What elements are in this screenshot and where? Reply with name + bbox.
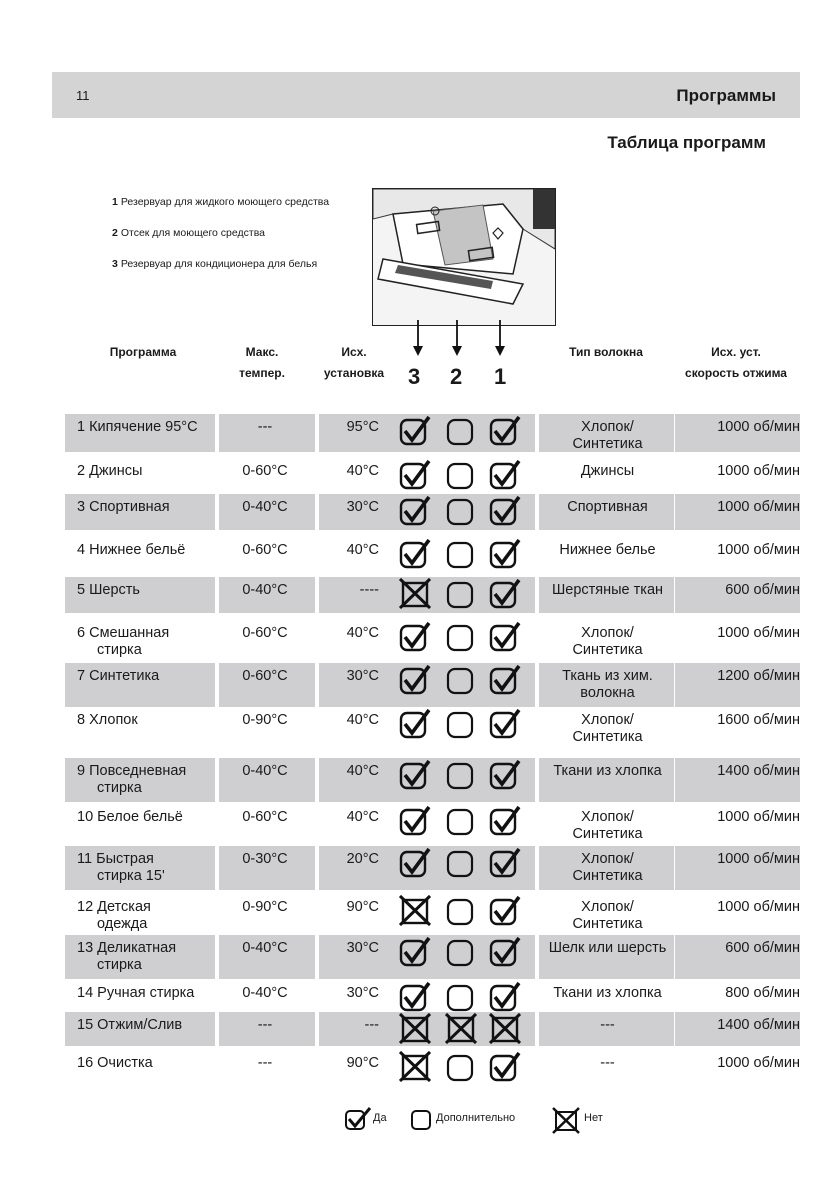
check-icon xyxy=(344,1106,374,1132)
program-name: 10 Белое бельё xyxy=(77,809,183,825)
fiber-type: Шелк или шерсть xyxy=(548,940,667,956)
spin-speed: 1000 об/мин xyxy=(717,809,800,825)
empty-box-icon xyxy=(445,414,477,446)
cross-icon xyxy=(399,577,431,609)
cross-icon xyxy=(489,1012,521,1044)
table-row xyxy=(65,1012,800,1046)
fiber-type: --- xyxy=(600,1017,615,1033)
program-name: 11 Быстрая стирка 15' xyxy=(77,851,165,884)
cross-icon xyxy=(399,894,431,926)
compartment-3-mark xyxy=(399,804,431,841)
empty-box-icon xyxy=(445,663,477,695)
compartment-2-mark xyxy=(445,707,477,744)
fiber-type: Хлопок/ Синтетика xyxy=(572,712,643,745)
compartment-2-mark xyxy=(445,494,477,531)
spin-speed: 1000 об/мин xyxy=(717,625,800,641)
table-row xyxy=(65,758,800,802)
max-temp: 0-90°C xyxy=(242,712,288,728)
check-icon xyxy=(399,707,431,739)
compartment-2-mark xyxy=(445,846,477,883)
check-icon xyxy=(489,846,521,878)
spin-speed: 800 об/мин xyxy=(725,985,800,1001)
max-temp: --- xyxy=(257,419,273,435)
compartment-3-mark xyxy=(399,894,431,931)
fiber-type: Джинсы xyxy=(580,463,635,479)
compartment-2-mark xyxy=(445,894,477,931)
table-row xyxy=(65,620,800,660)
check-icon xyxy=(489,620,521,652)
compartment-2-mark xyxy=(445,1050,477,1087)
check-icon xyxy=(489,458,521,490)
initial-temp: ---- xyxy=(359,582,379,598)
check-icon xyxy=(399,663,431,695)
fiber-type: Хлопок/ Синтетика xyxy=(572,899,643,932)
compartment-2-mark xyxy=(445,620,477,657)
initial-temp: 90°C xyxy=(346,899,379,915)
check-icon xyxy=(399,537,431,569)
compartment-3-mark xyxy=(399,494,431,531)
spin-speed: 1600 об/мин xyxy=(717,712,800,728)
program-name: 3 Спортивная xyxy=(77,499,170,515)
table-row xyxy=(65,414,800,452)
compartment-item: 3 Резервуар для кондиционера для белья xyxy=(112,258,318,270)
cross-icon xyxy=(399,1050,431,1082)
table-row xyxy=(65,935,800,979)
compartment-2-mark xyxy=(445,804,477,841)
legend-no: Нет xyxy=(552,1106,582,1137)
compartment-1-mark xyxy=(489,458,521,495)
program-name: 2 Джинсы xyxy=(77,463,143,479)
compartment-legend xyxy=(112,196,329,289)
compartment-1-mark xyxy=(489,663,521,700)
fiber-type: Хлопок/ Синтетика xyxy=(572,809,643,842)
compartment-3-mark xyxy=(399,846,431,883)
empty-box-icon xyxy=(445,804,477,836)
empty-box-icon xyxy=(445,846,477,878)
check-icon xyxy=(489,707,521,739)
check-icon xyxy=(399,935,431,967)
fiber-type: Ткань из хим. волокна xyxy=(562,668,653,701)
spin-speed: 1000 об/мин xyxy=(717,499,800,515)
col-initial-temp: Исх. установка xyxy=(323,345,385,380)
check-icon xyxy=(399,620,431,652)
compartment-item: 1 Резервуар для жидкого моющего средства xyxy=(112,196,330,208)
check-icon xyxy=(399,980,431,1012)
empty-box-icon xyxy=(445,980,477,1012)
compartment-3-mark xyxy=(399,537,431,574)
compartment-1-mark xyxy=(489,414,521,451)
compartment-1-mark xyxy=(489,494,521,531)
spin-speed: 600 об/мин xyxy=(725,582,800,598)
check-icon xyxy=(399,494,431,526)
cross-icon xyxy=(399,1012,431,1044)
compartment-arrows xyxy=(372,320,554,360)
fiber-type: Ткани из хлопка xyxy=(553,763,662,779)
empty-box-icon xyxy=(445,758,477,790)
fiber-type: --- xyxy=(600,1055,615,1071)
empty-box-icon xyxy=(445,458,477,490)
program-name: 15 Отжим/Слив xyxy=(77,1017,183,1033)
empty-box-icon xyxy=(445,707,477,739)
empty-box-icon xyxy=(445,537,477,569)
max-temp: 0-40°C xyxy=(242,940,288,956)
compartment-1-mark xyxy=(489,846,521,883)
compartment-1-mark xyxy=(489,804,521,841)
compartment-item: 2 Отсек для моющего средства xyxy=(112,227,265,239)
initial-temp: 40°C xyxy=(346,712,379,728)
check-icon xyxy=(489,577,521,609)
fiber-type: Хлопок/ Синтетика xyxy=(572,851,643,884)
program-name: 6 Смешанная стирка xyxy=(77,625,170,658)
compartment-3-mark xyxy=(399,935,431,972)
empty-box-icon xyxy=(445,577,477,609)
compartment-2-mark xyxy=(445,414,477,451)
compartment-1-mark xyxy=(489,537,521,574)
check-icon xyxy=(489,1050,521,1082)
spin-speed: 1000 об/мин xyxy=(717,419,800,435)
initial-temp: 40°C xyxy=(346,542,379,558)
detergent-drawer-illustration xyxy=(372,188,556,326)
compartment-3-mark xyxy=(399,1050,431,1087)
legend-optional: Дополнительно xyxy=(410,1106,434,1135)
spin-speed: 1000 об/мин xyxy=(717,899,800,915)
empty-box-icon xyxy=(410,1106,434,1132)
max-temp: 0-40°C xyxy=(242,582,288,598)
compartment-2-mark xyxy=(445,758,477,795)
initial-temp: 40°C xyxy=(346,809,379,825)
initial-temp: 30°C xyxy=(346,940,379,956)
col-compartment-1: 1 xyxy=(494,364,507,389)
fiber-type: Спортивная xyxy=(567,499,648,515)
fiber-type: Хлопок/ Синтетика xyxy=(572,419,643,452)
col-program: Программа xyxy=(109,345,177,359)
check-icon xyxy=(489,663,521,695)
spin-speed: 1400 об/мин xyxy=(717,1017,800,1033)
compartment-1-mark xyxy=(489,758,521,795)
max-temp: --- xyxy=(257,1055,273,1071)
table-row xyxy=(65,663,800,707)
compartment-3-mark xyxy=(399,414,431,451)
check-icon xyxy=(489,804,521,836)
max-temp: 0-60°C xyxy=(242,463,288,479)
compartment-3-mark xyxy=(399,458,431,495)
compartment-3-mark xyxy=(399,707,431,744)
spin-speed: 1000 об/мин xyxy=(717,463,800,479)
compartment-2-mark xyxy=(445,458,477,495)
spin-speed: 1400 об/мин xyxy=(717,763,800,779)
program-name: 16 Очистка xyxy=(77,1055,153,1071)
max-temp: 0-90°C xyxy=(242,899,288,915)
col-compartment-2: 2 xyxy=(450,364,463,389)
check-icon xyxy=(399,758,431,790)
legend-yes: Да xyxy=(344,1106,374,1135)
table-row xyxy=(65,1050,800,1090)
cross-icon xyxy=(445,1012,477,1044)
compartment-2-mark xyxy=(445,663,477,700)
fiber-type: Хлопок/ Синтетика xyxy=(572,625,643,658)
compartment-2-mark xyxy=(445,935,477,972)
compartment-1-mark xyxy=(489,894,521,931)
col-compartment-3: 3 xyxy=(408,364,421,389)
compartment-1-mark xyxy=(489,707,521,744)
fiber-type: Ткани из хлопка xyxy=(553,985,662,1001)
page-number: 11 xyxy=(76,88,90,103)
check-icon xyxy=(399,804,431,836)
check-icon xyxy=(489,758,521,790)
empty-box-icon xyxy=(445,894,477,926)
empty-box-icon xyxy=(445,620,477,652)
compartment-2-mark xyxy=(445,577,477,614)
initial-temp: 40°C xyxy=(346,763,379,779)
max-temp: 0-40°C xyxy=(242,499,288,515)
program-name: 14 Ручная стирка xyxy=(77,985,195,1001)
check-icon xyxy=(489,894,521,926)
compartment-3-mark xyxy=(399,663,431,700)
compartment-1-mark xyxy=(489,620,521,657)
section-title: Программы xyxy=(676,86,776,105)
program-name: 4 Нижнее бельё xyxy=(77,542,186,558)
compartment-3-mark xyxy=(399,620,431,657)
empty-box-icon xyxy=(445,935,477,967)
initial-temp: 40°C xyxy=(346,625,379,641)
fiber-type: Шерстяные ткан xyxy=(551,582,664,598)
table-title: Таблица программ xyxy=(607,133,766,152)
table-row xyxy=(65,494,800,530)
program-name: 5 Шерсть xyxy=(77,582,140,598)
max-temp: 0-60°C xyxy=(242,542,288,558)
check-icon xyxy=(489,414,521,446)
initial-temp: 40°C xyxy=(346,463,379,479)
table-row xyxy=(65,980,800,1008)
program-name: 1 Кипячение 95°C xyxy=(77,419,198,435)
empty-box-icon xyxy=(445,1050,477,1082)
table-row xyxy=(65,846,800,890)
check-icon xyxy=(399,458,431,490)
compartment-1-mark xyxy=(489,577,521,614)
check-icon xyxy=(489,537,521,569)
col-max-temp: Макс. темпер. xyxy=(239,345,285,380)
max-temp: 0-60°C xyxy=(242,668,288,684)
col-fiber: Тип волокна xyxy=(569,345,643,359)
table-row xyxy=(65,894,800,934)
max-temp: 0-40°C xyxy=(242,763,288,779)
program-name: 9 Повседневная стирка xyxy=(77,763,187,796)
initial-temp: 95°C xyxy=(346,419,379,435)
max-temp: 0-40°C xyxy=(242,985,288,1001)
initial-temp: 30°C xyxy=(346,668,379,684)
initial-temp: 90°C xyxy=(346,1055,379,1071)
initial-temp: 30°C xyxy=(346,985,379,1001)
spin-speed: 1000 об/мин xyxy=(717,1055,800,1071)
cross-icon xyxy=(552,1106,582,1134)
compartment-1-mark xyxy=(489,1012,521,1049)
spin-speed: 1000 об/мин xyxy=(717,851,800,867)
table-row xyxy=(65,458,800,490)
spin-speed: 600 об/мин xyxy=(725,940,800,956)
max-temp: 0-30°C xyxy=(242,851,288,867)
program-name: 13 Деликатная стирка xyxy=(77,940,177,973)
compartment-1-mark xyxy=(489,935,521,972)
compartment-2-mark xyxy=(445,1012,477,1049)
check-icon xyxy=(399,846,431,878)
check-icon xyxy=(489,980,521,1012)
table-row xyxy=(65,707,800,751)
compartment-3-mark xyxy=(399,758,431,795)
compartment-3-mark xyxy=(399,1012,431,1049)
spin-speed: 1200 об/мин xyxy=(717,668,800,684)
check-icon xyxy=(489,935,521,967)
initial-temp: 30°C xyxy=(346,499,379,515)
empty-box-icon xyxy=(445,494,477,526)
table-row xyxy=(65,804,800,844)
table-row xyxy=(65,537,800,569)
fiber-type: Нижнее белье xyxy=(559,542,656,558)
check-icon xyxy=(489,494,521,526)
compartment-1-mark xyxy=(489,1050,521,1087)
spin-speed: 1000 об/мин xyxy=(717,542,800,558)
program-name: 12 Детская одежда xyxy=(77,899,151,932)
max-temp: 0-60°C xyxy=(242,809,288,825)
program-name: 7 Синтетика xyxy=(77,668,160,684)
max-temp: 0-60°C xyxy=(242,625,288,641)
check-icon xyxy=(399,414,431,446)
table-row xyxy=(65,577,800,613)
compartment-3-mark xyxy=(399,577,431,614)
initial-temp: --- xyxy=(364,1017,379,1033)
compartment-2-mark xyxy=(445,537,477,574)
initial-temp: 20°C xyxy=(346,851,379,867)
max-temp: --- xyxy=(257,1017,273,1033)
program-name: 8 Хлопок xyxy=(77,712,138,728)
col-spin: Исх. уст. скорость отжима xyxy=(685,345,787,380)
